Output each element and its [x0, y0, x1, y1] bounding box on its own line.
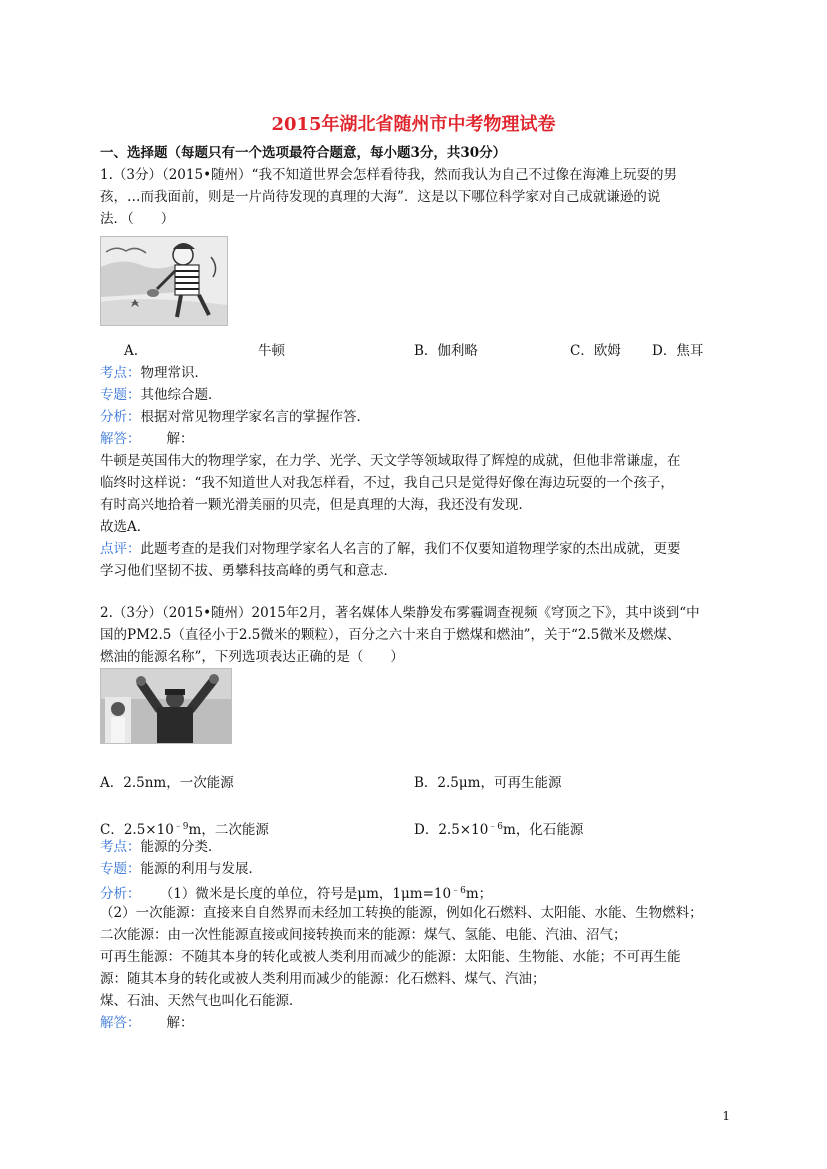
q2-option-c-post: m，二次能源: [188, 822, 269, 838]
jieda-text: 解：: [166, 431, 194, 447]
jieda-label: 解答：: [100, 1015, 141, 1031]
jieda-label: 解答：: [100, 431, 141, 447]
q2-option-b: B．2.5μm，可再生能源: [414, 775, 562, 791]
q2-option-c-pre: C．2.5×10: [100, 822, 174, 838]
fenxi-label: 分析：: [100, 409, 141, 425]
section-heading: 一、选择题（每题只有一个选项最符合题意，每小题3分，共30分）: [100, 145, 507, 161]
fenxi-text: 根据对常见物理学家名言的掌握作答．: [140, 409, 370, 425]
kaodian-label: 考点：: [100, 839, 141, 855]
fenxi-label: 分析：: [100, 886, 141, 902]
fenxi-exponent: ﹣6: [451, 886, 466, 896]
q2-option-d-exponent: ﹣6: [488, 822, 504, 832]
q2-analysis-line-4: 源：随其本身的转化或被人类利用而减少的能源：化石燃料、煤气、汽油；: [100, 971, 546, 987]
q2-analysis-line-2: 二次能源：由一次性能源直接或间接转换而来的能源：煤气、氢能、电能、汽油、沼气；: [100, 927, 627, 943]
page-title: 2015年湖北省随州市中考物理试卷: [271, 114, 556, 135]
q2-option-d-pre: D．2.5×10: [414, 822, 489, 838]
zhuanti-text: 能源的利用与发展．: [140, 861, 262, 877]
jieda-text: 解：: [166, 1015, 194, 1031]
q1-option-a-label: A.: [124, 343, 139, 359]
q2-analysis-line-3: 可再生能源：不随其本身的转化或被人类利用而减少的能源：太阳能、生物能、水能；不可再生能: [100, 949, 681, 965]
kaodian-text: 物理常识．: [140, 365, 208, 381]
zhuanti-label: 专题：: [100, 387, 141, 403]
zhuanti-label: 专题：: [100, 861, 141, 877]
q1-option-a-text: 牛顿: [258, 343, 285, 359]
page-number: 1: [722, 1109, 730, 1123]
q1-jieda: [100, 428, 194, 450]
q2-stem-line-2: 国的PM2.5（直径小于2.5微米的颗粒），百分之六十来自于燃煤和燃油”，关于“2.5微米及燃煤、: [100, 627, 681, 643]
dianping-text-1: 此题考查的是我们对物理学家名人名言的了解，我们不仅要知道物理学家的杰出成就，更要: [140, 541, 681, 557]
q2-stem-line-1: 2.（3分）（2015•随州）2015年2月，著名媒体人柴静发布雾霾调查视频《穹顶之下》，其中谈到“中: [100, 605, 700, 621]
fenxi-pre: （1）微米是长度的单位，符号是μm，1μm=10: [166, 886, 452, 902]
fenxi-post: m；: [465, 886, 493, 902]
q1-stem-line-3: 法．（ ）: [100, 211, 175, 227]
kaodian-label: 考点：: [100, 365, 141, 381]
q1-dianping: [100, 538, 681, 560]
q2-jieda: [100, 1012, 194, 1034]
dianping-label: 点评：: [100, 541, 141, 557]
q1-solution-line-2: 临终时这样说：“我不知道世人对我怎样看，不过，我自己只是觉得好像在海边玩耍的一个孩子，: [100, 475, 674, 491]
q1-stem-line-2: 孩，…而我面前，则是一片尚待发现的真理的大海”．这是以下哪位科学家对自己成就谦逊的说: [100, 189, 661, 205]
q1-illustration-boy-on-beach: [100, 236, 228, 326]
kaodian-text: 能源的分类．: [140, 839, 222, 855]
q1-solution-line-1: 牛顿是英国伟大的物理学家，在力学、光学、天文学等领域取得了辉煌的成就，但他非常谦虚，在: [100, 453, 681, 469]
q2-zhuanti: [100, 858, 262, 880]
q2-analysis-line-5: 煤、石油、天然气也叫化石能源．: [100, 993, 303, 1009]
q2-analysis-line-1: （2）一次能源：直接来自自然界而未经加工转换的能源，例如化石燃料、太阳能、水能、生物燃料；: [100, 905, 703, 921]
q1-solution-line-3: 有时高兴地拾着一颗光滑美丽的贝壳，但是真理的大海，我还没有发现．: [100, 497, 532, 513]
q2-stem-line-3: 燃油的能源名称”，下列选项表达正确的是（ ）: [100, 649, 404, 665]
q1-option-c: C．欧姆: [570, 343, 621, 359]
q1-zhuanti: [100, 384, 222, 406]
q1-stem-line-1: 1.（3分）（2015•随州）“我不知道世界会怎样看待我，然而我认为自己不过像在海滩上玩耍的男: [100, 167, 677, 183]
zhuanti-text: 其他综合题．: [140, 387, 222, 403]
q1-option-d: D．焦耳: [652, 343, 704, 359]
q2-option-c-exponent: ﹣9: [173, 822, 189, 832]
q1-dianping-line-2: 学习他们坚韧不拔、勇攀科技高峰的勇气和意志．: [100, 563, 397, 579]
q2-photo-smog-documentary: [100, 668, 232, 744]
q2-option-d-post: m，化石能源: [503, 822, 584, 838]
q1-option-b: B．伽利略: [414, 343, 478, 359]
q2-option-a: A．2.5nm，一次能源: [100, 775, 234, 791]
q2-kaodian: [100, 836, 222, 858]
q1-solution-line-4: 故选A．: [100, 519, 151, 535]
q1-fenxi: [100, 406, 370, 428]
q1-kaodian: [100, 362, 208, 384]
q2-option-d: [414, 816, 583, 841]
